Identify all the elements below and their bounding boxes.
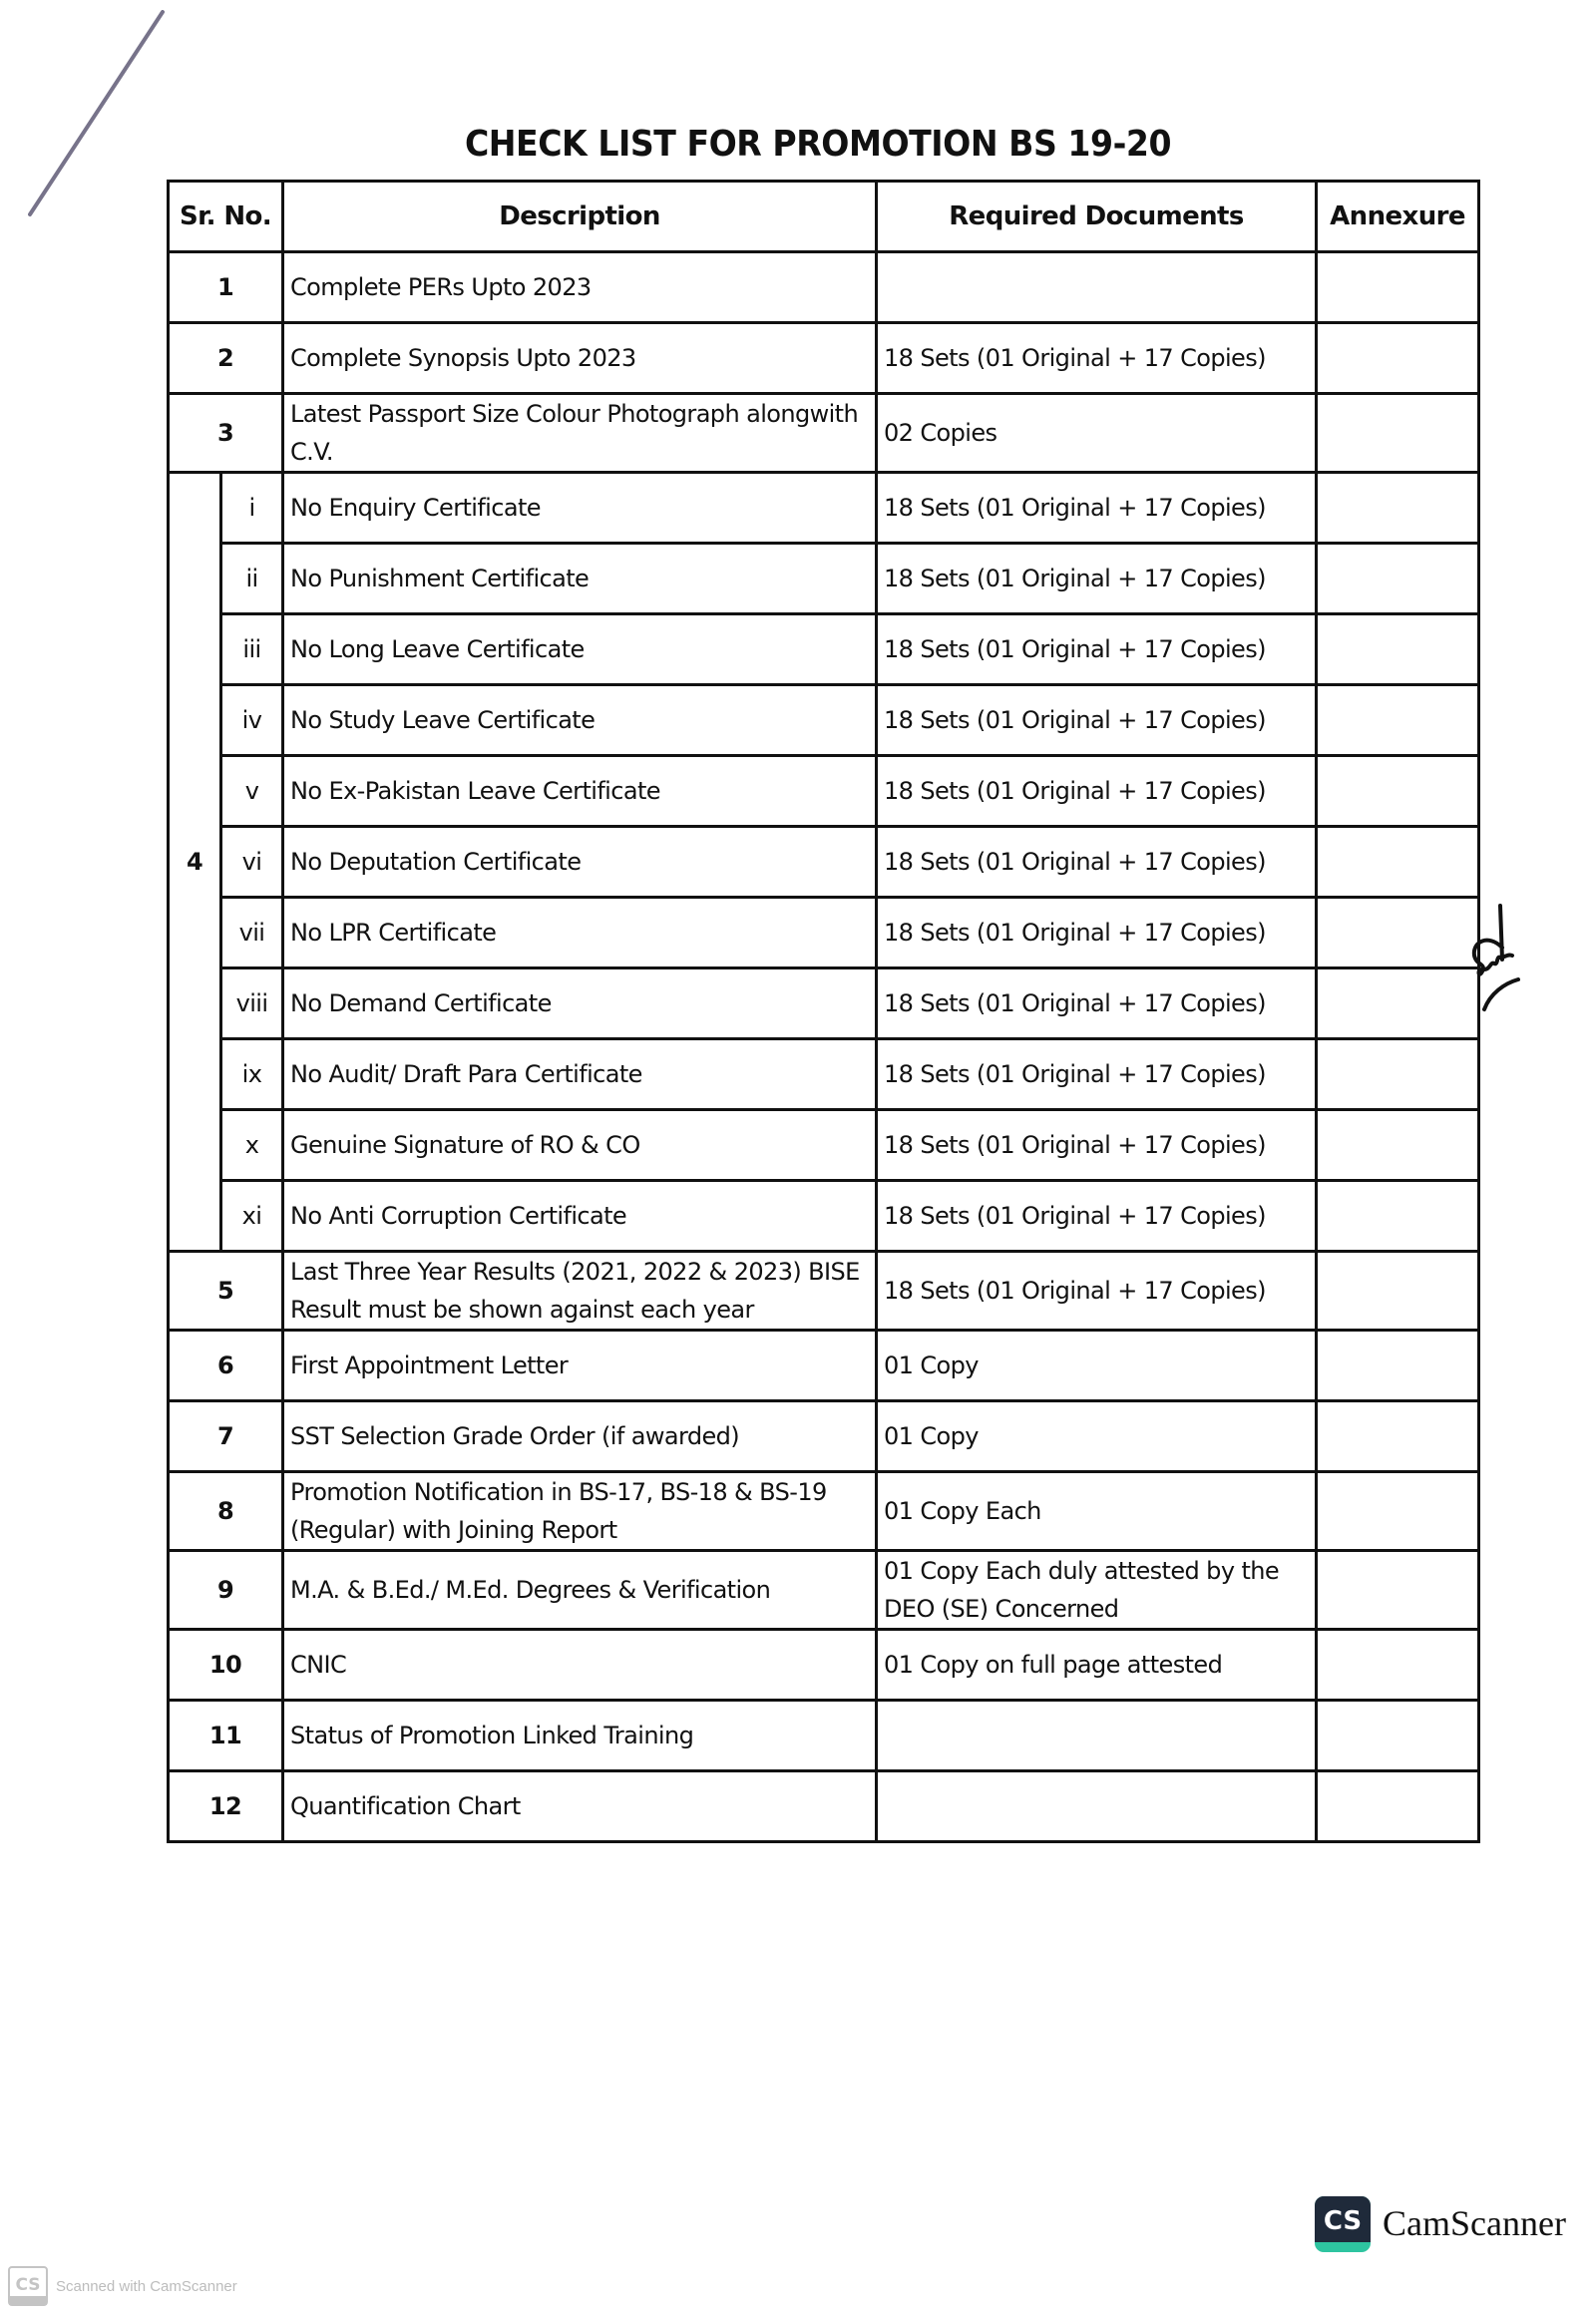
table-row: [169, 1472, 1479, 1551]
required-documents-cell: 01 Copy on full page attested: [877, 1630, 1317, 1701]
sr-no-cell: 8: [169, 1472, 283, 1551]
description-cell: First Appointment Letter: [283, 1331, 877, 1401]
annexure-cell: [1317, 1771, 1479, 1842]
sr-no-cell: 6: [169, 1331, 283, 1401]
sr-no-cell-group: 4: [169, 473, 221, 1252]
annexure-cell: [1317, 968, 1479, 1039]
header-required-documents: Required Documents: [877, 182, 1317, 252]
annexure-cell: [1317, 756, 1479, 827]
required-documents-cell: 01 Copy Each: [877, 1472, 1317, 1551]
required-documents-cell: 18 Sets (01 Original + 17 Copies): [877, 1181, 1317, 1252]
description-cell: Promotion Notification in BS-17, BS-18 & BS-19 (Regular) with Joining Report: [283, 1472, 877, 1551]
sr-no-cell: 9: [169, 1551, 283, 1630]
description-cell: No Study Leave Certificate: [283, 685, 877, 756]
sub-item-number-cell: i: [221, 473, 283, 544]
required-documents-cell: 18 Sets (01 Original + 17 Copies): [877, 614, 1317, 685]
camscanner-footer-logo-text: CS: [15, 2275, 41, 2295]
required-documents-cell: 18 Sets (01 Original + 17 Copies): [877, 685, 1317, 756]
description-cell: Complete Synopsis Upto 2023: [283, 323, 877, 394]
sr-no-cell: 1: [169, 252, 283, 323]
sub-item-number-cell: vii: [221, 898, 283, 968]
description-cell: Genuine Signature of RO & CO: [283, 1110, 877, 1181]
camscanner-footer-icon: [8, 2266, 48, 2306]
required-documents-cell: [877, 1701, 1317, 1771]
table-row: [169, 1771, 1479, 1842]
required-documents-cell: 18 Sets (01 Original + 17 Copies): [877, 544, 1317, 614]
required-documents-cell: 18 Sets (01 Original + 17 Copies): [877, 1039, 1317, 1110]
annexure-cell: [1317, 1630, 1479, 1701]
required-documents-cell: 18 Sets (01 Original + 17 Copies): [877, 1252, 1317, 1331]
table-row: [169, 394, 1479, 473]
required-documents-cell: 18 Sets (01 Original + 17 Copies): [877, 756, 1317, 827]
table-row: [169, 1701, 1479, 1771]
annexure-cell: [1317, 1252, 1479, 1331]
annexure-cell: [1317, 394, 1479, 473]
table-row-sub-item: [169, 685, 1479, 756]
table-row-sub-item: [169, 1039, 1479, 1110]
required-documents-cell: 18 Sets (01 Original + 17 Copies): [877, 898, 1317, 968]
annexure-cell: [1317, 827, 1479, 898]
annexure-cell: [1317, 1110, 1479, 1181]
sr-no-cell: 11: [169, 1701, 283, 1771]
required-documents-cell: 01 Copy: [877, 1401, 1317, 1472]
annexure-cell: [1317, 1551, 1479, 1630]
sub-item-number-cell: ii: [221, 544, 283, 614]
description-cell: Quantification Chart: [283, 1771, 877, 1842]
required-documents-cell: 18 Sets (01 Original + 17 Copies): [877, 323, 1317, 394]
sub-item-number-cell: xi: [221, 1181, 283, 1252]
sub-item-number-cell: v: [221, 756, 283, 827]
handwritten-signature: [1468, 898, 1538, 1027]
description-cell: No Ex-Pakistan Leave Certificate: [283, 756, 877, 827]
page-title: CHECK LIST FOR PROMOTION BS 19-20: [464, 124, 1172, 165]
sub-item-number-cell: viii: [221, 968, 283, 1039]
annexure-cell: [1317, 1039, 1479, 1110]
scanned-with-footer: Scanned with CamScanner: [56, 2278, 237, 2295]
description-cell: Last Three Year Results (2021, 2022 & 2023) BISE Result must be shown against each year: [283, 1252, 877, 1331]
description-cell: No Long Leave Certificate: [283, 614, 877, 685]
camscanner-logo-icon: [1315, 2196, 1371, 2252]
required-documents-cell: 01 Copy: [877, 1331, 1317, 1401]
description-cell: No LPR Certificate: [283, 898, 877, 968]
header-annexure: Annexure: [1317, 182, 1479, 252]
required-documents-cell: 18 Sets (01 Original + 17 Copies): [877, 827, 1317, 898]
camscanner-brand: CamScanner: [1383, 2203, 1566, 2243]
description-cell: CNIC: [283, 1630, 877, 1701]
annexure-cell: [1317, 1401, 1479, 1472]
required-documents-cell: [877, 1771, 1317, 1842]
table-row: [169, 1401, 1479, 1472]
sub-item-number-cell: vi: [221, 827, 283, 898]
sub-item-number-cell: ix: [221, 1039, 283, 1110]
annexure-cell: [1317, 544, 1479, 614]
table-header-row: [169, 182, 1479, 252]
description-cell: M.A. & B.Ed./ M.Ed. Degrees & Verification: [283, 1551, 877, 1630]
required-documents-cell: 01 Copy Each duly attested by the DEO (SE) Concerned: [877, 1551, 1317, 1630]
annexure-cell: [1317, 323, 1479, 394]
required-documents-cell: 02 Copies: [877, 394, 1317, 473]
table-row: [169, 1551, 1479, 1630]
sr-no-cell: 5: [169, 1252, 283, 1331]
annexure-cell: [1317, 614, 1479, 685]
description-cell: SST Selection Grade Order (if awarded): [283, 1401, 877, 1472]
description-cell: No Anti Corruption Certificate: [283, 1181, 877, 1252]
sub-item-number-cell: iii: [221, 614, 283, 685]
annexure-cell: [1317, 252, 1479, 323]
table-row-sub-item: [169, 1110, 1479, 1181]
annexure-cell: [1317, 1331, 1479, 1401]
table-row-sub-item: [169, 1181, 1479, 1252]
table-row: [169, 1252, 1479, 1331]
required-documents-cell: 18 Sets (01 Original + 17 Copies): [877, 968, 1317, 1039]
sub-item-number-cell: iv: [221, 685, 283, 756]
table-row-sub-item: [169, 473, 1479, 544]
header-sr-no: Sr. No.: [169, 182, 283, 252]
table-row: [169, 323, 1479, 394]
description-cell: Latest Passport Size Colour Photograph alongwith C.V.: [283, 394, 877, 473]
table-row-sub-item: [169, 756, 1479, 827]
description-cell: No Demand Certificate: [283, 968, 877, 1039]
table-row-sub-item: [169, 968, 1479, 1039]
table-row-sub-item: [169, 898, 1479, 968]
description-cell: No Deputation Certificate: [283, 827, 877, 898]
description-cell: Complete PERs Upto 2023: [283, 252, 877, 323]
description-cell: No Audit/ Draft Para Certificate: [283, 1039, 877, 1110]
sr-no-cell: 3: [169, 394, 283, 473]
description-cell: No Enquiry Certificate: [283, 473, 877, 544]
camscanner-logo-text: CS: [1323, 2206, 1363, 2236]
annexure-cell: [1317, 898, 1479, 968]
table-row: [169, 1331, 1479, 1401]
required-documents-cell: [877, 252, 1317, 323]
header-description: Description: [283, 182, 877, 252]
sr-no-cell: 12: [169, 1771, 283, 1842]
description-cell: Status of Promotion Linked Training: [283, 1701, 877, 1771]
table-row: [169, 1630, 1479, 1701]
table-row-sub-item: [169, 614, 1479, 685]
sr-no-cell: 7: [169, 1401, 283, 1472]
checklist-table: [167, 180, 1480, 1843]
annexure-cell: [1317, 1181, 1479, 1252]
annexure-cell: [1317, 1472, 1479, 1551]
annexure-cell: [1317, 1701, 1479, 1771]
sr-no-cell: 2: [169, 323, 283, 394]
annexure-cell: [1317, 685, 1479, 756]
annexure-cell: [1317, 473, 1479, 544]
table-row: [169, 252, 1479, 323]
description-cell: No Punishment Certificate: [283, 544, 877, 614]
table-row-sub-item: [169, 544, 1479, 614]
table-row-sub-item: [169, 827, 1479, 898]
required-documents-cell: 18 Sets (01 Original + 17 Copies): [877, 1110, 1317, 1181]
sr-no-cell: 10: [169, 1630, 283, 1701]
sub-item-number-cell: x: [221, 1110, 283, 1181]
required-documents-cell: 18 Sets (01 Original + 17 Copies): [877, 473, 1317, 544]
